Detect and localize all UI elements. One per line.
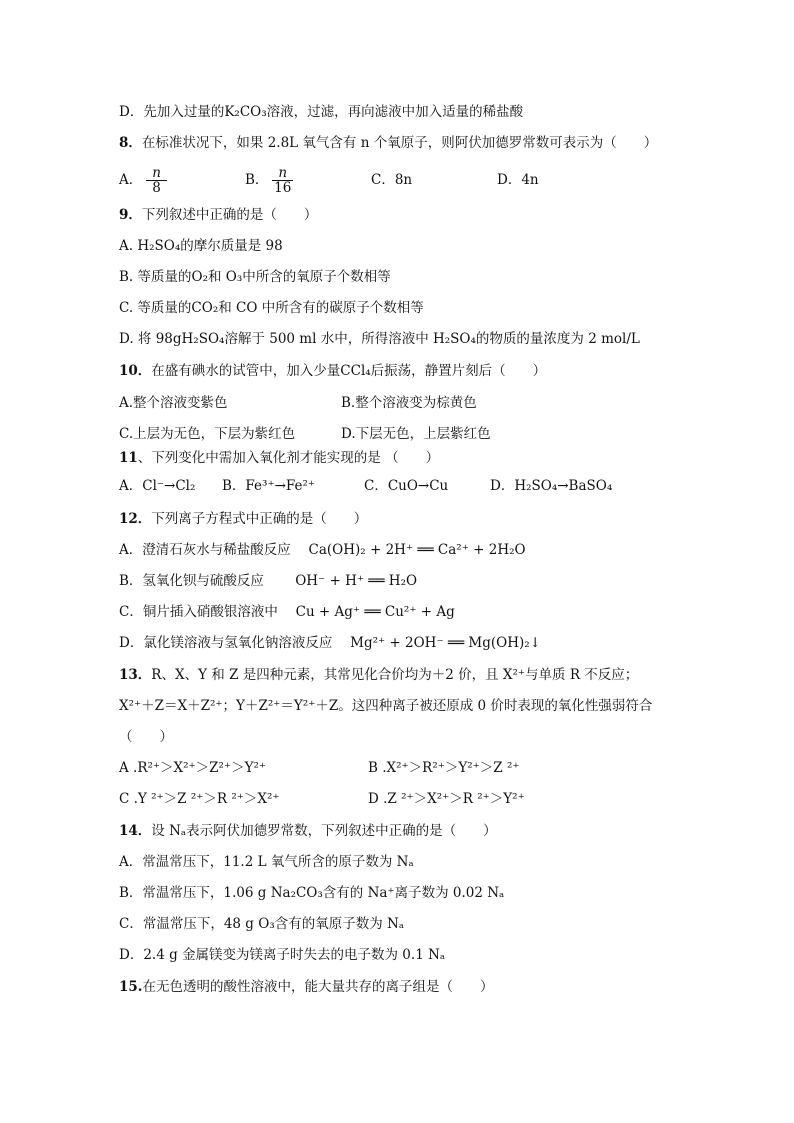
q13-option-c: C .Y ²⁺＞Z ²⁺＞R ²⁺＞X²⁺ — [119, 791, 280, 807]
q14-option-b: B．常温常压下，1.06 g Na₂CO₃含有的 Na⁺离子数为 0.02 Nₐ — [119, 885, 505, 901]
q11-option-b: B．Fe³⁺→Fe²⁺ — [222, 478, 316, 494]
q10-option-a: A.整个溶液变紫色 — [119, 395, 228, 411]
q8-option-a-fraction — [146, 166, 167, 195]
q13-stem-line1 — [119, 666, 638, 684]
fraction-denominator: 8 — [152, 180, 161, 196]
q15-text: 在无色透明的酸性溶液中，能大量共存的离子组是（ ） — [142, 979, 494, 995]
q11-option-d: D．H₂SO₄→BaSO₄ — [490, 478, 613, 494]
q13-option-b: B .X²⁺＞R²⁺＞Y²⁺＞Z ²⁺ — [368, 760, 520, 776]
q8-option-d: D．4n — [497, 172, 539, 188]
fraction-denominator: 16 — [274, 180, 292, 196]
q13-option-d: D .Z ²⁺＞X²⁺＞R ²⁺＞Y²⁺ — [368, 791, 525, 807]
q13-stem-line3: （ ） — [119, 729, 173, 745]
q13-option-a: A .R²⁺＞X²⁺＞Z²⁺＞Y²⁺ — [119, 760, 267, 776]
q10-number: 10． — [119, 363, 152, 379]
q8-option-b-fraction — [272, 166, 293, 195]
q12-option-b: B．氢氧化钡与硫酸反应 OH⁻ + H⁺ ══ H₂O — [119, 573, 418, 589]
q12-stem — [119, 510, 367, 528]
q9-option-a: A. H₂SO₄的摩尔质量是 98 — [119, 238, 283, 254]
q8-text: 在标准状况下，如果 2.8L 氧气含有 n 个氧原子，则阿伏加德罗常数可表示为（ ） — [141, 135, 658, 151]
q8-option-b-label: B． — [245, 172, 269, 188]
q8-stem — [119, 134, 657, 152]
q9-option-d: D. 将 98gH₂SO₄溶解于 500 ml 水中，所得溶液中 H₂SO₄的物质的量浓度为 2 mol/L — [119, 331, 640, 347]
q12-text: 下列离子方程式中正确的是（ ） — [151, 511, 368, 527]
q12-option-a: A．澄清石灰水与稀盐酸反应 Ca(OH)₂ + 2H⁺ ══ Ca²⁺ + 2H₂O — [119, 542, 526, 558]
q8-option-b — [245, 162, 297, 198]
q13-number: 13． — [119, 667, 152, 683]
q14-option-c: C．常温常压下，48 g O₃含有的氧原子数为 Nₐ — [119, 916, 405, 932]
q11-text: 、下列变化中需加入氧化剂才能实现的是 （ ） — [137, 450, 440, 466]
q15-number: 15. — [119, 979, 143, 995]
q15-stem — [119, 978, 494, 996]
fraction-numerator: n — [272, 166, 293, 181]
q14-number: 14． — [119, 823, 152, 839]
q9-stem — [119, 206, 317, 224]
q14-stem — [119, 822, 497, 840]
q8-option-a — [119, 162, 171, 198]
q10-stem — [119, 362, 546, 380]
q8-number: 8． — [119, 135, 142, 151]
q11-stem — [119, 449, 439, 467]
fraction-numerator: n — [146, 166, 167, 181]
q13-stem-line2: X²⁺＋Z＝X＋Z²⁺；Y＋Z²⁺＝Y²⁺＋Z。这四种离子被还原成 0 价时表现的氧化性强弱符合 — [119, 698, 653, 714]
q11-number: 11 — [119, 450, 138, 466]
q9-option-b: B. 等质量的O₂和 O₃中所含的氧原子个数相等 — [119, 269, 391, 285]
q13-text-1: R、X、Y 和 Z 是四种元素，其常见化合价均为＋2 价，且 X²⁺与单质 R 不反应； — [151, 667, 639, 683]
q14-option-d: D．2.4 g 金属镁变为镁离子时失去的电子数为 0.1 Nₐ — [119, 947, 446, 963]
q10-text: 在盛有碘水的试管中，加入少量CCl₄后振荡，静置片刻后（ ） — [151, 363, 547, 379]
q14-text: 设 Nₐ表示阿伏加德罗常数，下列叙述中正确的是（ ） — [151, 823, 497, 839]
q11-option-a: A．Cl⁻→Cl₂ — [119, 478, 196, 494]
q8-option-a-label: A． — [119, 172, 143, 188]
q12-option-d: D．氯化镁溶液与氢氧化钠溶液反应 Mg²⁺ + 2OH⁻ ══ Mg(OH)₂↓ — [119, 635, 541, 651]
q11-option-c: C．CuO→Cu — [364, 478, 449, 494]
q9-text: 下列叙述中正确的是（ ） — [141, 207, 318, 223]
q10-option-b: B.整个溶液变为棕黄色 — [341, 395, 477, 411]
q10-option-d: D.下层无色，上层紫红色 — [341, 426, 491, 442]
q14-option-a: A．常温常压下，11.2 L 氧气所含的原子数为 Nₐ — [119, 854, 414, 870]
q7-option-d: D．先加入过量的K₂CO₃溶液，过滤，再向滤液中加入适量的稀盐酸 — [119, 104, 524, 120]
q10-option-c: C.上层为无色，下层为紫红色 — [119, 426, 296, 442]
q12-option-c: C．铜片插入硝酸银溶液中 Cu + Ag⁺ ══ Cu²⁺ + Ag — [119, 604, 455, 620]
q9-option-c: C. 等质量的CO₂和 CO 中所含有的碳原子个数相等 — [119, 300, 424, 316]
q9-number: 9． — [119, 207, 142, 223]
q8-option-c: C．8n — [371, 172, 413, 188]
q12-number: 12． — [119, 511, 152, 527]
